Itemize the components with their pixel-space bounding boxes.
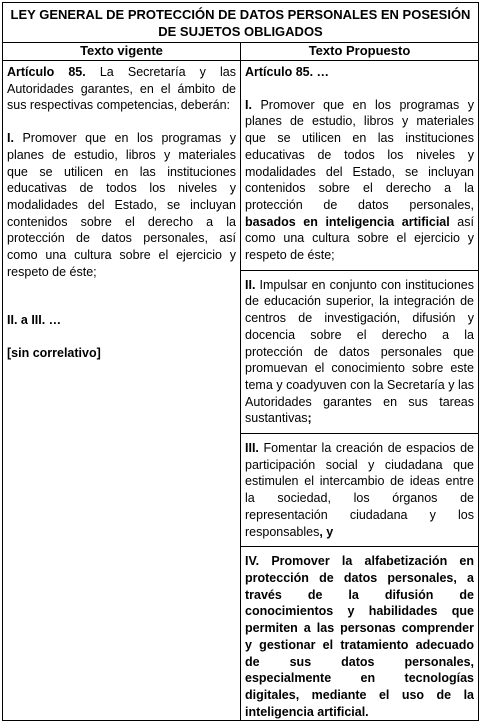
vigente-fraccion-i-num: I. <box>7 131 14 146</box>
propuesto-fraccion-iv: IV. Promover la alfabetización en protección de datos personales, a través de la difusión de conocimientos y habilidades que permiten a las personas comprender y gestionar el tratamiento adecuado de sus datos personales, especialmente en tecnologías digitales, mediante el uso de la inteligencia artificial. <box>245 554 474 719</box>
title-row <box>3 3 479 43</box>
propuesto-fraccion-ii-num: II. <box>245 277 256 292</box>
column-header-propuesto: Texto Propuesto <box>241 43 479 61</box>
propuesto-fraccion-i-num: I. <box>245 97 252 112</box>
cell-texto-vigente <box>3 61 241 721</box>
vigente-sin-correlativo: [sin correlativo] <box>7 346 101 361</box>
propuesto-fraccion-i-text-a: Promover que en los programas y planes de estudio, libros y materiales que se utilicen en las instituciones educativas de todos los niveles y modalidades del Estado, se incluyan contenidos sobre el derecho a la protección de datos personales, <box>245 97 474 212</box>
propuesto-fraccion-iii <box>245 440 474 540</box>
propuesto-fraccion-i-text-b: así como una cultura sobre el ejercicio y respeto de éste; <box>245 214 474 263</box>
propuesto-fraccion-iii-end: , y <box>319 524 334 539</box>
content-row <box>3 61 479 721</box>
propuesto-fraccion-i-bold: basados en inteligencia artificial <box>245 214 450 229</box>
document-title: LEY GENERAL DE PROTECCIÓN DE DATOS PERSONALES EN POSESIÓN DE SUJETOS OBLIGADOS <box>3 3 479 43</box>
cell-texto-propuesto <box>241 61 479 721</box>
header-row <box>3 43 479 61</box>
vigente-fraccion-i-text: Promover que en los programas y planes de estudio, libros y materiales que se utilicen en las instituciones educativas de todos los niveles y modalidades del Estado, se incluyan contenidos sobre el derecho a la protección de datos personales, así como una cultura sobre el ejercicio y respeto de éste; <box>7 131 236 279</box>
propuesto-fraccion-ii <box>245 277 474 427</box>
propuesto-fraccion-ii-text: Impulsar en conjunto con instituciones de educación superior, la integración de centros de investigación, difusión y docencia sobre el derecho a la protección de datos personales que promuevan el conocimiento sobre este tema y coadyuven con la Secretaría y las Autoridades garantes en sus tareas sustantivas <box>245 277 474 426</box>
vigente-fraccion-ii-iii: II. a III. … <box>7 313 62 328</box>
column-header-vigente: Texto vigente <box>3 43 241 61</box>
vigente-fraccion-i <box>7 130 236 280</box>
comparison-table <box>2 2 479 721</box>
vigente-articulo-text: La Secretaría y las Autoridades garantes, en el ámbito de sus respectivas competencias, deberán: <box>7 65 236 113</box>
propuesto-fraccion-i <box>245 97 474 264</box>
propuesto-articulo-head: Artículo 85. … <box>245 65 330 79</box>
propuesto-fraccion-iii-num: III. <box>245 441 259 456</box>
vigente-articulo-head: Artículo 85. <box>7 65 86 79</box>
propuesto-fraccion-iii-text: Fomentar la creación de espacios de participación social y ciudadana que estimulen el intercambio de ideas entre la sociedad, los órganos de representación ciudadana y los responsables <box>245 441 474 539</box>
propuesto-fraccion-ii-end: ; <box>307 411 312 426</box>
vigente-articulo <box>7 64 236 114</box>
